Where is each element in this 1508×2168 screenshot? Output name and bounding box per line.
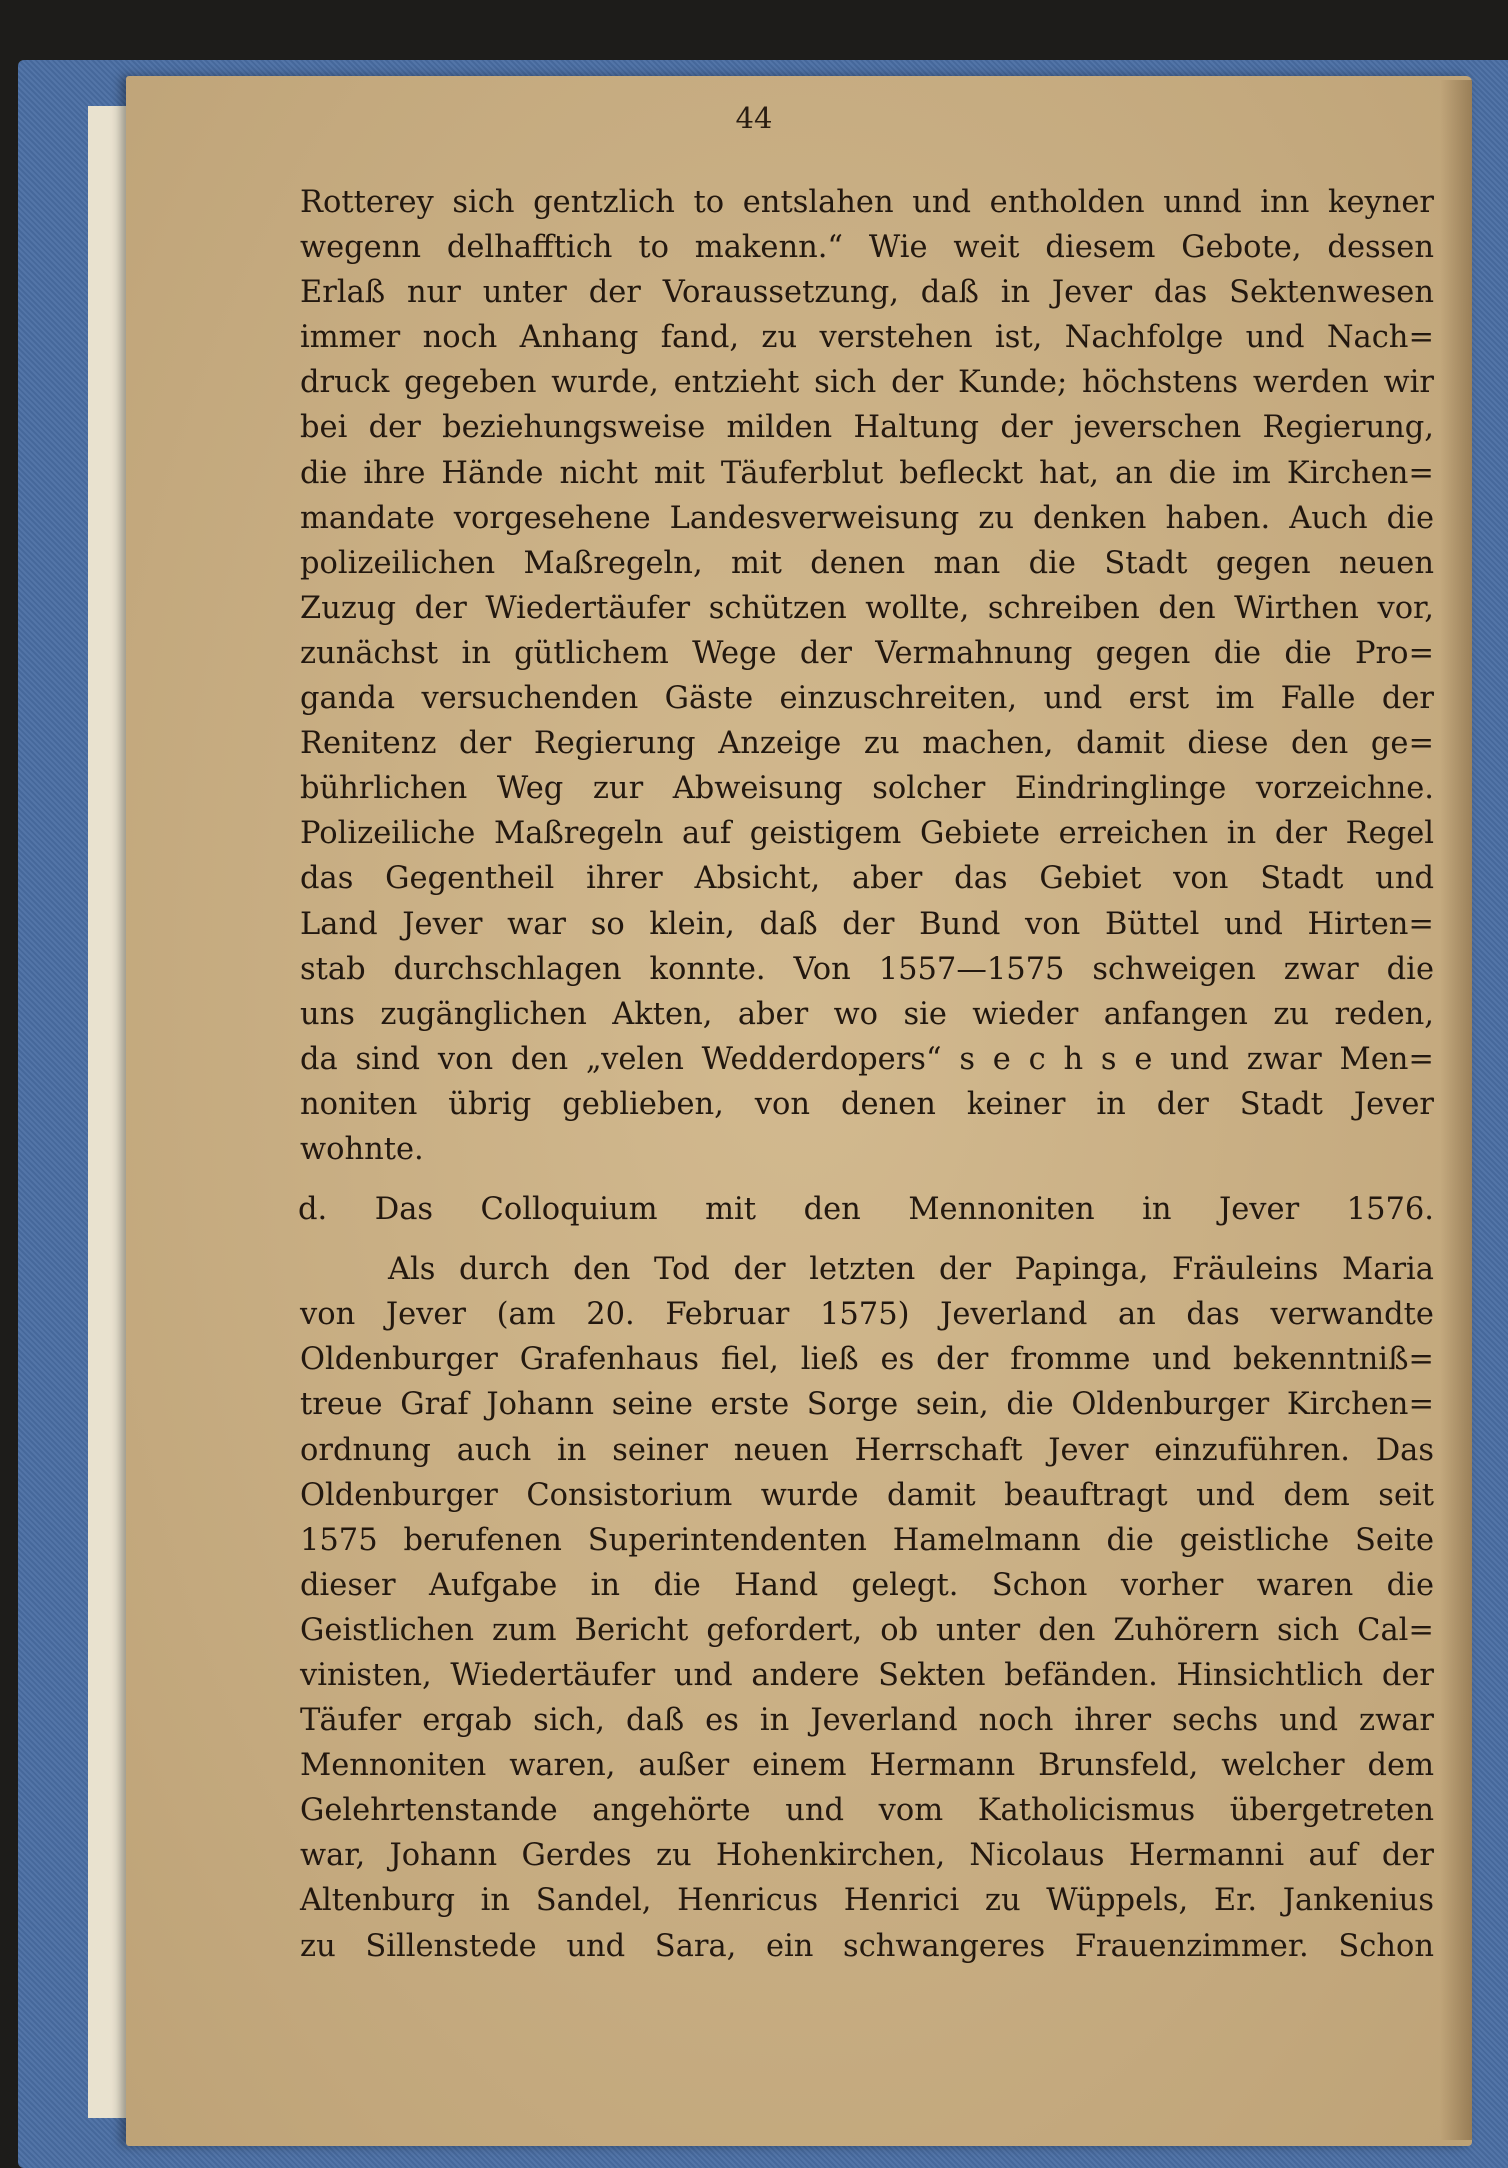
text-line: mandate vorgesehene Landesverweisung zu denken haben. Auch die xyxy=(300,500,1434,536)
text-line: bührlichen Weg zur Abweisung solcher Eindringlinge vorzeichne. xyxy=(300,771,1434,807)
text-line: zunächst in gütlichem Wege der Vermahnung gegen die die Pro= xyxy=(300,635,1434,671)
spacer xyxy=(300,1232,1434,1247)
text-line: immer noch Anhang fand, zu verstehen ist, Nachfolge und Nach= xyxy=(300,320,1434,356)
text-line: Geistlichen zum Bericht gefordert, ob unter den Zuhörern sich Cal= xyxy=(300,1612,1434,1648)
text-line: Mennoniten waren, außer einem Hermann Brunsfeld, welcher dem xyxy=(300,1748,1434,1784)
text-line: vinisten, Wiedertäufer und andere Sekten befänden. Hinsichtlich der xyxy=(300,1658,1434,1693)
text-line: ordnung auch in seiner neuen Herrschaft Jever einzuführen. Das xyxy=(300,1432,1434,1468)
page-number: 44 xyxy=(735,101,773,135)
text-line: dieser Aufgabe in die Hand gelegt. Schon vorher waren die xyxy=(300,1567,1434,1603)
text-line: zu Sillenstede und Sara, ein schwangeres Frauenzimmer. Schon xyxy=(300,1928,1434,1964)
text-line: da sind von den „velen Wedderdopers“ s e c h s e und zwar Men= xyxy=(300,1041,1434,1077)
text-line: stab durchschlagen konnte. Von 1557—1575 schweigen zwar die xyxy=(300,951,1434,987)
text-line: Renitenz der Regierung Anzeige zu machen, damit diese den ge= xyxy=(300,726,1434,762)
text-line: uns zugänglichen Akten, aber wo sie wieder anfangen zu reden, xyxy=(300,996,1434,1032)
text-block xyxy=(300,180,1434,1969)
text-line: Als durch den Tod der letzten der Papinga, Fräuleins Maria xyxy=(388,1252,1434,1288)
text-line: treue Graf Johann seine erste Sorge sein, die Oldenburger Kirchen= xyxy=(300,1387,1434,1423)
text-line: Oldenburger Consistorium wurde damit beauftragt und dem seit xyxy=(300,1477,1434,1513)
text-line: Land Jever war so klein, daß der Bund von Büttel und Hirten= xyxy=(300,906,1434,942)
section-heading: d. Das Colloquium mit den Mennoniten in Jever 1576. xyxy=(298,1192,1434,1228)
paragraph-2 xyxy=(300,1247,1434,1969)
text-line: Gelehrtenstande angehörte und vom Katholicismus übergetreten xyxy=(300,1793,1434,1829)
paragraph-1 xyxy=(300,180,1434,1172)
spacer xyxy=(300,1172,1434,1187)
text-line: Polizeiliche Maßregeln auf geistigem Gebiete erreichen in der Regel xyxy=(300,816,1434,852)
page-edge-shadow xyxy=(1440,80,1472,2140)
text-line: druck gegeben wurde, entzieht sich der Kunde; höchstens werden wir xyxy=(300,365,1434,401)
text-line: war, Johann Gerdes zu Hohenkirchen, Nicolaus Hermanni auf der xyxy=(300,1838,1434,1874)
text-line: Oldenburger Grafenhaus fiel, ließ es der fromme und bekenntniß= xyxy=(300,1342,1434,1378)
text-line: 1575 berufenen Superintendenten Hamelmann die geistliche Seite xyxy=(300,1522,1434,1558)
text-line: noniten übrig geblieben, von denen keiner in der Stadt Jever xyxy=(300,1086,1434,1122)
text-line: Zuzug der Wiedertäufer schützen wollte, schreiben den Wirthen vor, xyxy=(300,590,1434,626)
text-line: das Gegentheil ihrer Absicht, aber das Gebiet von Stadt und xyxy=(300,861,1434,897)
text-line: wegenn delhafftich to makenn.“ Wie weit diesem Gebote, dessen xyxy=(300,230,1434,266)
text-line: die ihre Hände nicht mit Täuferblut befleckt hat, an die im Kirchen= xyxy=(300,455,1434,491)
text-line: Täufer ergab sich, daß es in Jeverland noch ihrer sechs und zwar xyxy=(300,1703,1434,1739)
text-line: wohnte. xyxy=(300,1131,424,1167)
text-line: Erlaß nur unter der Voraussetzung, daß in Jever das Sektenwesen xyxy=(300,275,1434,311)
text-line: von Jever (am 20. Februar 1575) Jeverland an das verwandte xyxy=(300,1297,1434,1333)
text-line: ganda versuchenden Gäste einzuschreiten, und erst im Falle der xyxy=(300,681,1434,717)
text-line: Altenburg in Sandel, Henricus Henrici zu Wüppels, Er. Jankenius xyxy=(300,1883,1434,1919)
text-line: Rotterey sich gentzlich to entslahen und entholden unnd inn keyner xyxy=(300,185,1434,220)
text-line: polizeilichen Maßregeln, mit denen man die Stadt gegen neuen xyxy=(300,545,1434,581)
text-line: bei der beziehungsweise milden Haltung der jeverschen Regierung, xyxy=(300,410,1434,446)
